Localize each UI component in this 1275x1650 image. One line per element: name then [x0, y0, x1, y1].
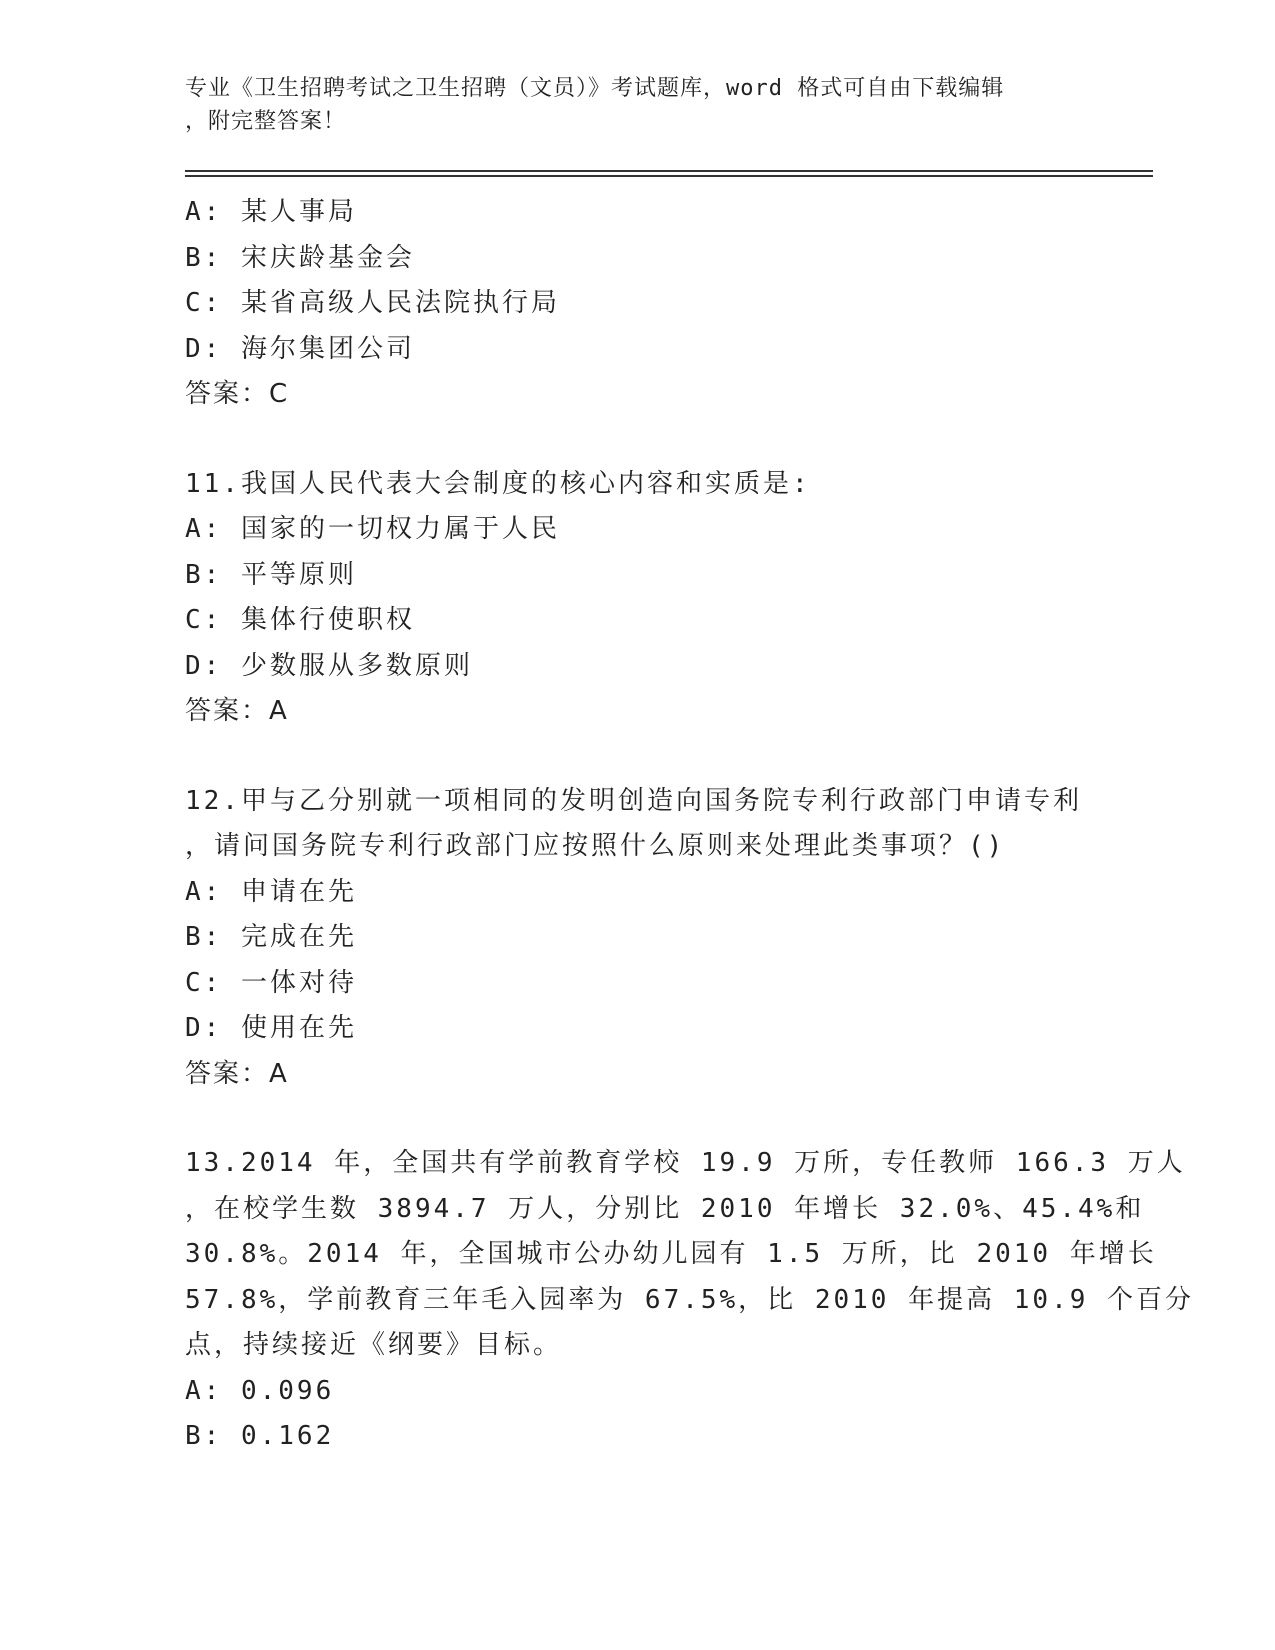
- question-13-text-line-3: 30.8%。2014 年，全国城市公办幼儿园有 1.5 万所，比 2010 年增长: [185, 1239, 1157, 1269]
- question-12-text-line-1: 12.甲与乙分别就一项相同的发明创造向国务院专利行政部门申请专利: [185, 785, 1082, 816]
- question-13-text-line-4: 57.8%，学前教育三年毛入园率为 67.5%，比 2010 年提高 10.9 个百分: [185, 1284, 1195, 1315]
- question-13-text-line-2: ，在校学生数 3894.7 万人，分别比 2010 年增长 32.0%、45.4%和: [185, 1193, 1145, 1224]
- option-a: A: 申请在先: [185, 876, 357, 907]
- question-13-text-line-1: 13.2014 年，全国共有学前教育学校 19.9 万所，专任教师 166.3 万人: [185, 1148, 1186, 1178]
- option-b: B: 0.162: [185, 1421, 335, 1451]
- answer-line: 答案：A: [185, 696, 289, 726]
- option-b: B: 平等原则: [185, 559, 357, 590]
- question-12-block: [185, 779, 1085, 1098]
- question-11-block: [185, 462, 1085, 735]
- option-a: A: 某人事局: [185, 197, 357, 227]
- header-divider-top: [185, 170, 1153, 172]
- previous-question-block: [185, 190, 1085, 418]
- question-content: [185, 190, 1195, 1460]
- answer-line: 答案：C: [185, 379, 290, 409]
- header-line-2: ，附完整答案！: [185, 109, 347, 134]
- option-d: D: 少数服从多数原则: [185, 650, 473, 681]
- spacer: [185, 735, 1085, 779]
- header-line-1: 专业《卫生招聘考试之卫生招聘（文员）》考试题库，word 格式可自由下载编辑: [185, 76, 1005, 101]
- option-b: B: 宋庆龄基金会: [185, 242, 415, 273]
- header-divider-bottom: [185, 175, 1153, 177]
- answer-line: 答案：A: [185, 1058, 289, 1089]
- option-d: D: 使用在先: [185, 1013, 357, 1043]
- spacer: [185, 418, 1085, 462]
- question-13-block: [185, 1141, 1195, 1460]
- option-c: C: 一体对待: [185, 967, 357, 998]
- option-c: C: 某省高级人民法院执行局: [185, 288, 560, 318]
- question-13-text-line-5: 点，持续接近《纲要》目标。: [185, 1330, 563, 1360]
- document-header: [185, 72, 1075, 138]
- option-a: A: 国家的一切权力属于人民: [185, 514, 560, 544]
- option-a: A: 0.096: [185, 1375, 335, 1406]
- spacer: [185, 1097, 1085, 1141]
- question-12-text-line-2: ，请问国务院专利行政部门应按照什么原则来处理此类事项？(): [185, 831, 1006, 861]
- option-d: D: 海尔集团公司: [185, 333, 415, 364]
- option-b: B: 完成在先: [185, 922, 357, 952]
- question-11-text: 11.我国人民代表大会制度的核心内容和实质是:: [185, 468, 811, 499]
- option-c: C: 集体行使职权: [185, 605, 415, 635]
